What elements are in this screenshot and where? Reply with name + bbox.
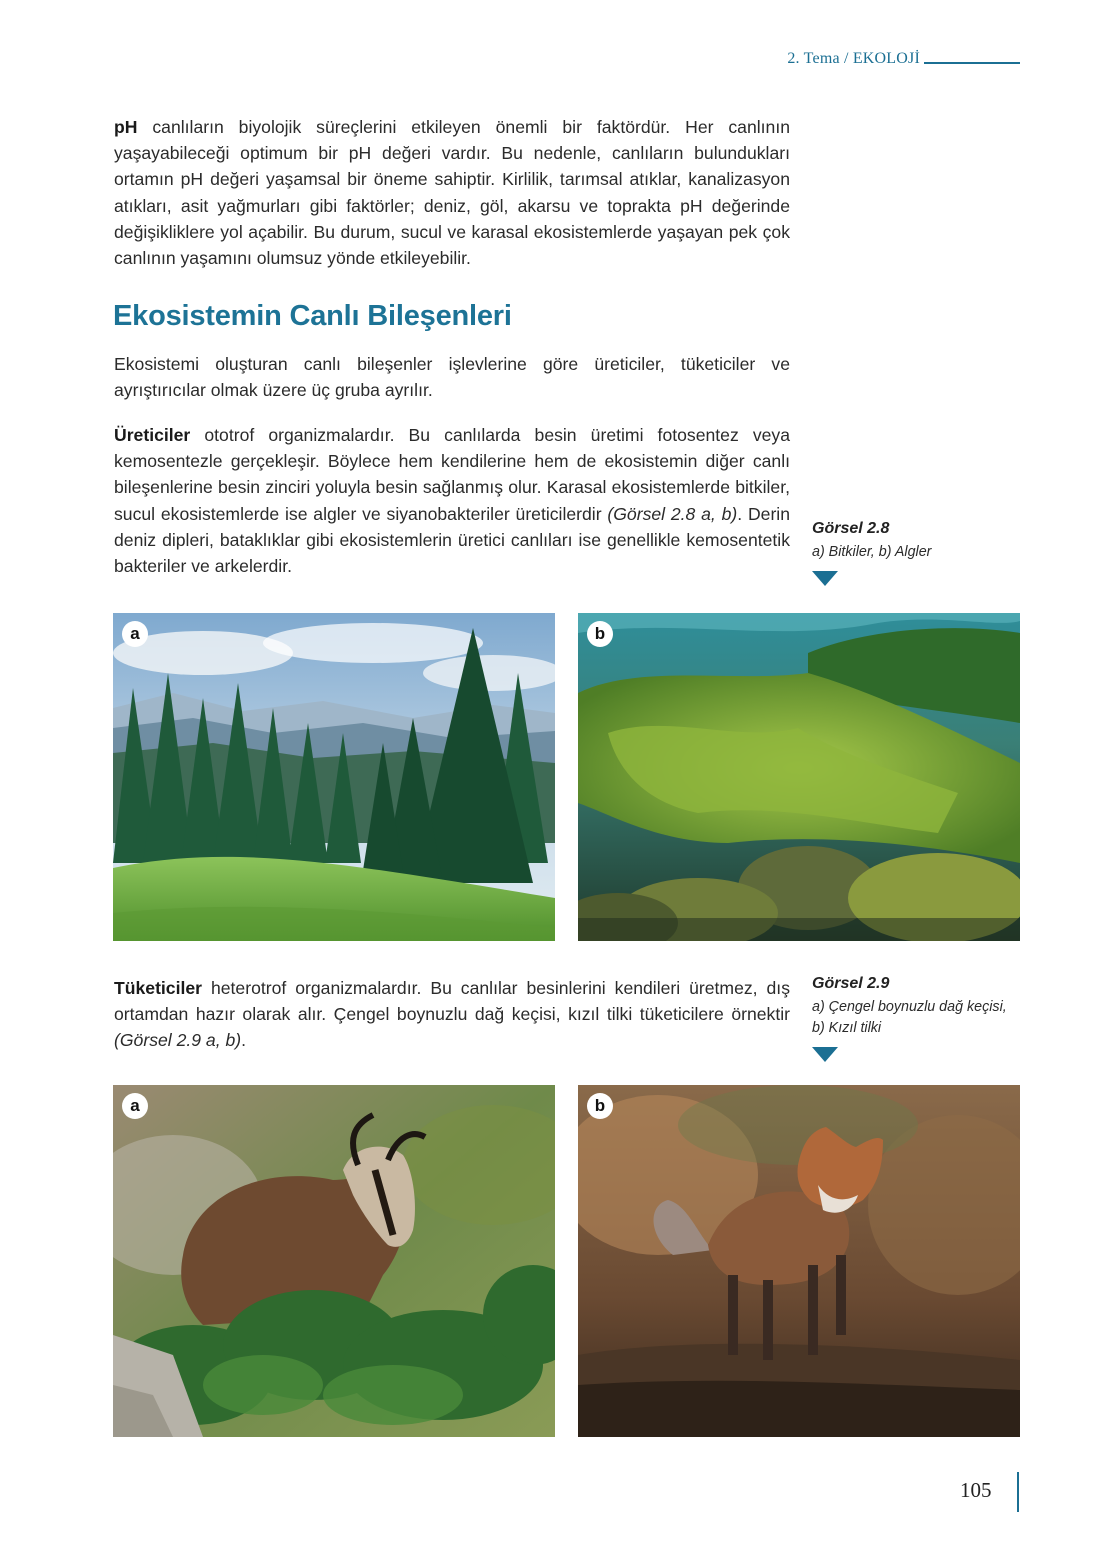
page-number: 105 <box>960 1478 992 1502</box>
panel-label-a: a <box>122 1093 148 1119</box>
figure-2-9-title: Görsel 2.9 <box>812 975 890 992</box>
panel-label-b: b <box>587 1093 613 1119</box>
producers-paragraph <box>114 422 790 579</box>
producers-text-2: . Derin deniz dipleri, bataklıklar gibi ekosistemlerin üretici canlıları ise genellikle kemosentetik bakteriler ve arkelerdir. <box>114 503 791 577</box>
caption-pointer-icon <box>812 571 838 586</box>
header-rule <box>924 62 1020 64</box>
figure-2-8-title: Görsel 2.8 <box>812 520 890 537</box>
ph-term: pH <box>114 117 138 137</box>
chamois-photo <box>113 1085 555 1437</box>
figure-2-8-caption-text: a) Bitkiler, b) Algler <box>812 544 932 560</box>
consumers-figure-ref[interactable]: (Görsel 2.9 a, b) <box>114 1030 242 1051</box>
fox-photo <box>578 1085 1020 1437</box>
consumers-term: Tüketiciler <box>114 978 203 998</box>
consumers-text-1: heterotrof organizmalardır. Bu canlılar besinlerini kendileri üretmez, dış ortamdan hazır olarak alır. Çengel boynuzlu dağ keçisi, kızıl tilki tüketicilere örnektir <box>114 978 790 1025</box>
figure-2-9-caption-text: a) Çengel boynuzlu dağ keçisi, b) Kızıl tilki <box>812 999 1007 1036</box>
section-title: Ekosistemin Canlı Bileşenleri <box>113 300 512 332</box>
forest-photo <box>113 613 555 941</box>
header-tag-text: 2. Tema / EKOLOJİ <box>787 50 920 67</box>
figure-2-9-caption <box>812 975 1022 1062</box>
intro-paragraph: Ekosistemi oluşturan canlı bileşenler işlevlerine göre üreticiler, tüketiciler ve ayrıştırıcılar olmak üzere üç gruba ayrılır. <box>114 354 790 401</box>
running-header <box>787 48 1020 72</box>
producers-term: Üreticiler <box>114 425 191 445</box>
caption-pointer-icon <box>812 1047 838 1062</box>
consumers-paragraph <box>114 975 790 1054</box>
page-number-rule <box>1017 1472 1019 1512</box>
ph-paragraph <box>114 114 790 271</box>
algae-photo <box>578 613 1020 941</box>
panel-label-a: a <box>122 621 148 647</box>
consumers-text-2: . <box>241 1030 247 1051</box>
producers-figure-ref[interactable]: (Görsel 2.8 a, b) <box>607 503 738 524</box>
panel-label-b: b <box>587 621 613 647</box>
figure-2-8-caption <box>812 520 1022 586</box>
producers-text-1: ototrof organizmalardır. Bu canlılarda besin üretimi fotosentez veya kemosentezle gerçekleşir. Böylece hem kendilerine hem de ekosistemin diğer canlı bileşenlerine besin zinciri yoluyla besin sağlanmış olur. Karasal ekosistemlerde bitkiler, sucul ekosistemlerde ise algler ve siyanobakteriler üreticilerdir <box>114 425 790 524</box>
ph-text: canlıların biyolojik süreçlerini etkileyen önemli bir faktördür. Her canlının yaşayabileceği optimum bir pH değeri vardır. Bu nedenle, canlıların bulundukları ortamın pH değeri yaşamsal bir öneme sahiptir. Kirlilik, tarımsal atıklar, kanalizasyon atıkları, asit yağmurları gibi faktörler; deniz, göl, akarsu ve toprakta pH değerinde değişikliklere yol açabilir. Bu durum, sucul ve karasal ekosistemlerde yaşayan pek çok canlının yaşamını olumsuz yönde etkileyebilir. <box>114 117 790 269</box>
